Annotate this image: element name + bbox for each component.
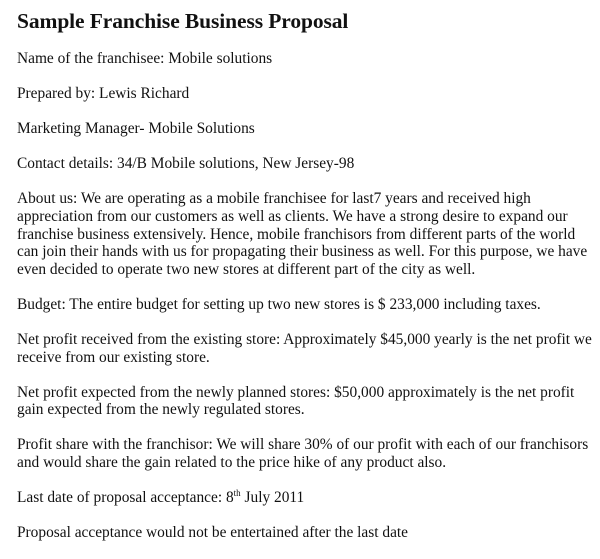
last-date-prefix: Last date of proposal acceptance: 8 xyxy=(17,489,234,506)
role-line: Marketing Manager- Mobile Solutions xyxy=(17,120,255,138)
net-profit-existing-paragraph: Net profit received from the existing store: Approximately $45,000 yearly is the net profit we receive from our existing store. xyxy=(17,330,592,366)
proposal-document xyxy=(17,7,592,559)
prepared-by-line: Prepared by: Lewis Richard xyxy=(17,85,190,103)
last-date-line xyxy=(17,489,592,507)
budget-line: Budget: The entire budget for setting up two new stores is $ 233,000 including taxes. xyxy=(17,295,541,313)
about-paragraph: About us: We are operating as a mobile franchisee for last7 years and received high appreciation from our customers as well as clients. We have a strong desire to expand our franchise business extensively. Hence, mobile franchisors from different parts of the world can join their hands with us for propagating their business as well. For this purpose, we have even decided to operate two new stores at different part of the city as well. xyxy=(17,190,588,278)
contact-line: Contact details: 34/B Mobile solutions, New Jersey-98 xyxy=(17,155,355,173)
franchisee-line: Name of the franchisee: Mobile solutions xyxy=(17,50,273,67)
document-title: Sample Franchise Business Proposal xyxy=(17,9,349,33)
last-date-ordinal: th xyxy=(233,488,241,498)
closing-line: Proposal acceptance would not be entertained after the last date xyxy=(17,524,409,542)
net-profit-expected-paragraph: Net profit expected from the newly planned stores: $50,000 approximately is the net profit gain expected from the newly regulated stores. xyxy=(17,383,575,419)
last-date-suffix: July 2011 xyxy=(240,489,305,506)
profit-share-paragraph: Profit share with the franchisor: We will share 30% of our profit with each of our franchisors and would share the gain related to the price hike of any product also. xyxy=(17,436,589,471)
